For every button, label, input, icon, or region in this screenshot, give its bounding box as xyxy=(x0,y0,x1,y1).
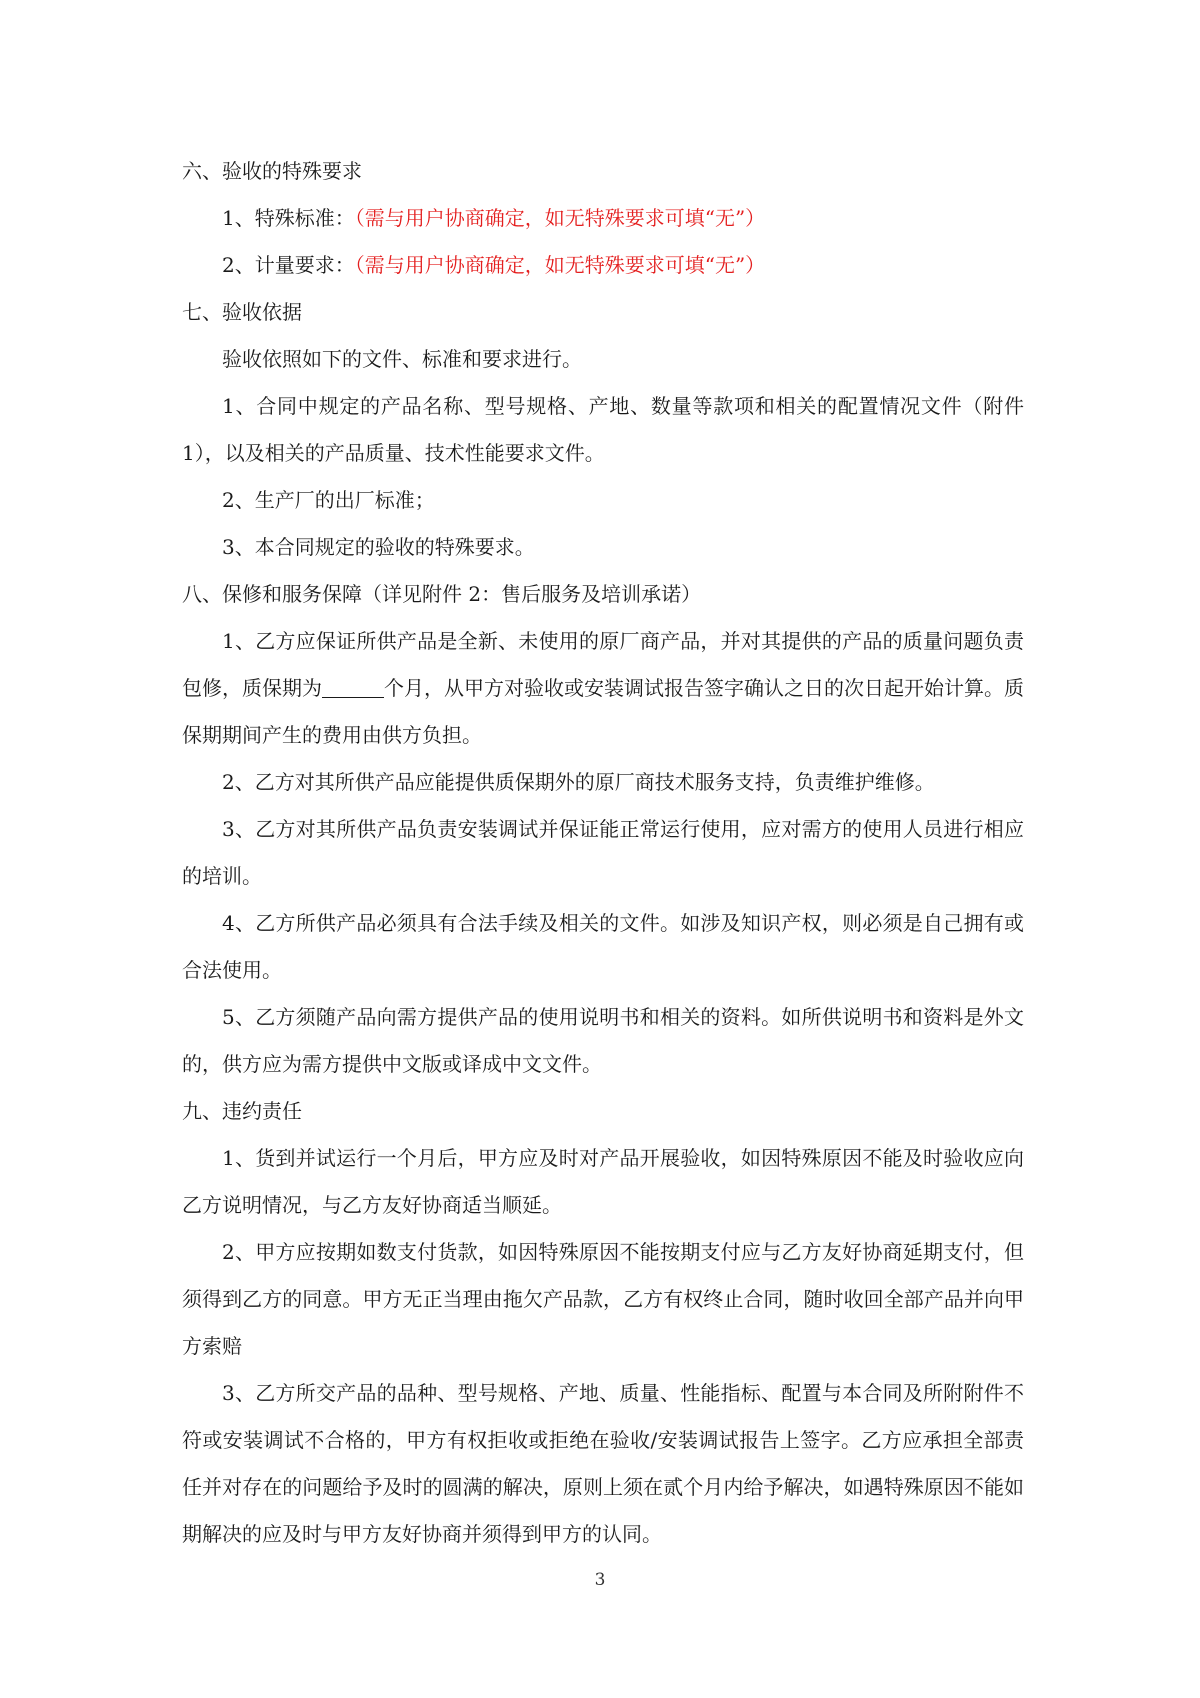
section-8-heading: 八、保修和服务保障（详见附件 2：售后服务及培训承诺） xyxy=(182,582,702,606)
document-page xyxy=(182,148,1024,1558)
red-note: （需与用户协商确定，如无特殊要求可填“无”） xyxy=(354,253,766,277)
page-number: 3 xyxy=(594,1570,606,1590)
section-7-item-1: 1、合同中规定的产品名称、型号规格、产地、数量等款项和相关的配置情况文件（附件 1），以及相关的产品质量、技术性能要求文件。 xyxy=(182,394,1024,465)
section-8-item-5: 5、乙方须随产品向需方提供产品的使用说明书和相关的资料。如所供说明书和资料是外文的，供方应为需方提供中文版或译成中文文件。 xyxy=(182,1005,1024,1076)
item-text-after-blank: 个月，从甲方对验收或安装调试报告签字确认之日的次日起开始计算。质保期期间产生的费用由供方负担。 xyxy=(182,676,1024,747)
section-9-heading: 九、违约责任 xyxy=(182,1099,302,1123)
section-6-item-1 xyxy=(182,195,1024,242)
section-6-item-2 xyxy=(182,242,1024,289)
section-7-intro: 验收依照如下的文件、标准和要求进行。 xyxy=(222,347,582,371)
item-text-before-blank: 1、乙方应保证所供产品是全新、未使用的原厂商产品，并对其提供的产品的质量问题负责包修，质保期为 xyxy=(182,629,1024,700)
section-7-item-3: 3、本合同规定的验收的特殊要求。 xyxy=(222,535,535,559)
warranty-months-blank[interactable] xyxy=(322,677,384,698)
section-8-item-2: 2、乙方对其所供产品应能提供质保期外的原厂商技术服务支持，负责维护维修。 xyxy=(222,770,935,794)
section-8-item-1 xyxy=(182,618,1024,759)
section-8-item-4: 4、乙方所供产品必须具有合法手续及相关的文件。如涉及知识产权，则必须是自己拥有或合法使用。 xyxy=(182,911,1024,982)
section-7-heading: 七、验收依据 xyxy=(182,300,302,324)
item-label: 2、计量要求： xyxy=(222,253,355,277)
red-note: （需与用户协商确定，如无特殊要求可填“无”） xyxy=(354,206,766,230)
section-7-item-2: 2、生产厂的出厂标准； xyxy=(222,488,435,512)
section-9-item-3: 3、乙方所交产品的品种、型号规格、产地、质量、性能指标、配置与本合同及所附附件不符或安装调试不合格的，甲方有权拒收或拒绝在验收/安装调试报告上签字。乙方应承担全部责任并对存在的问题给予及时的圆满的解决，原则上须在贰个月内给予解决，如遇特殊原因不能如期解决的应及时与甲方友好协商并须得到甲方的认同。 xyxy=(182,1381,1024,1546)
item-label: 1、特殊标准： xyxy=(222,206,355,230)
section-8-item-3: 3、乙方对其所供产品负责安装调试并保证能正常运行使用，应对需方的使用人员进行相应的培训。 xyxy=(182,817,1024,888)
section-9-item-2: 2、甲方应按期如数支付货款，如因特殊原因不能按期支付应与乙方友好协商延期支付，但须得到乙方的同意。甲方无正当理由拖欠产品款，乙方有权终止合同，随时收回全部产品并向甲方索赔 xyxy=(182,1240,1024,1358)
section-9-item-1: 1、货到并试运行一个月后，甲方应及时对产品开展验收，如因特殊原因不能及时验收应向乙方说明情况，与乙方友好协商适当顺延。 xyxy=(182,1146,1024,1217)
section-6-heading: 六、验收的特殊要求 xyxy=(182,159,362,183)
